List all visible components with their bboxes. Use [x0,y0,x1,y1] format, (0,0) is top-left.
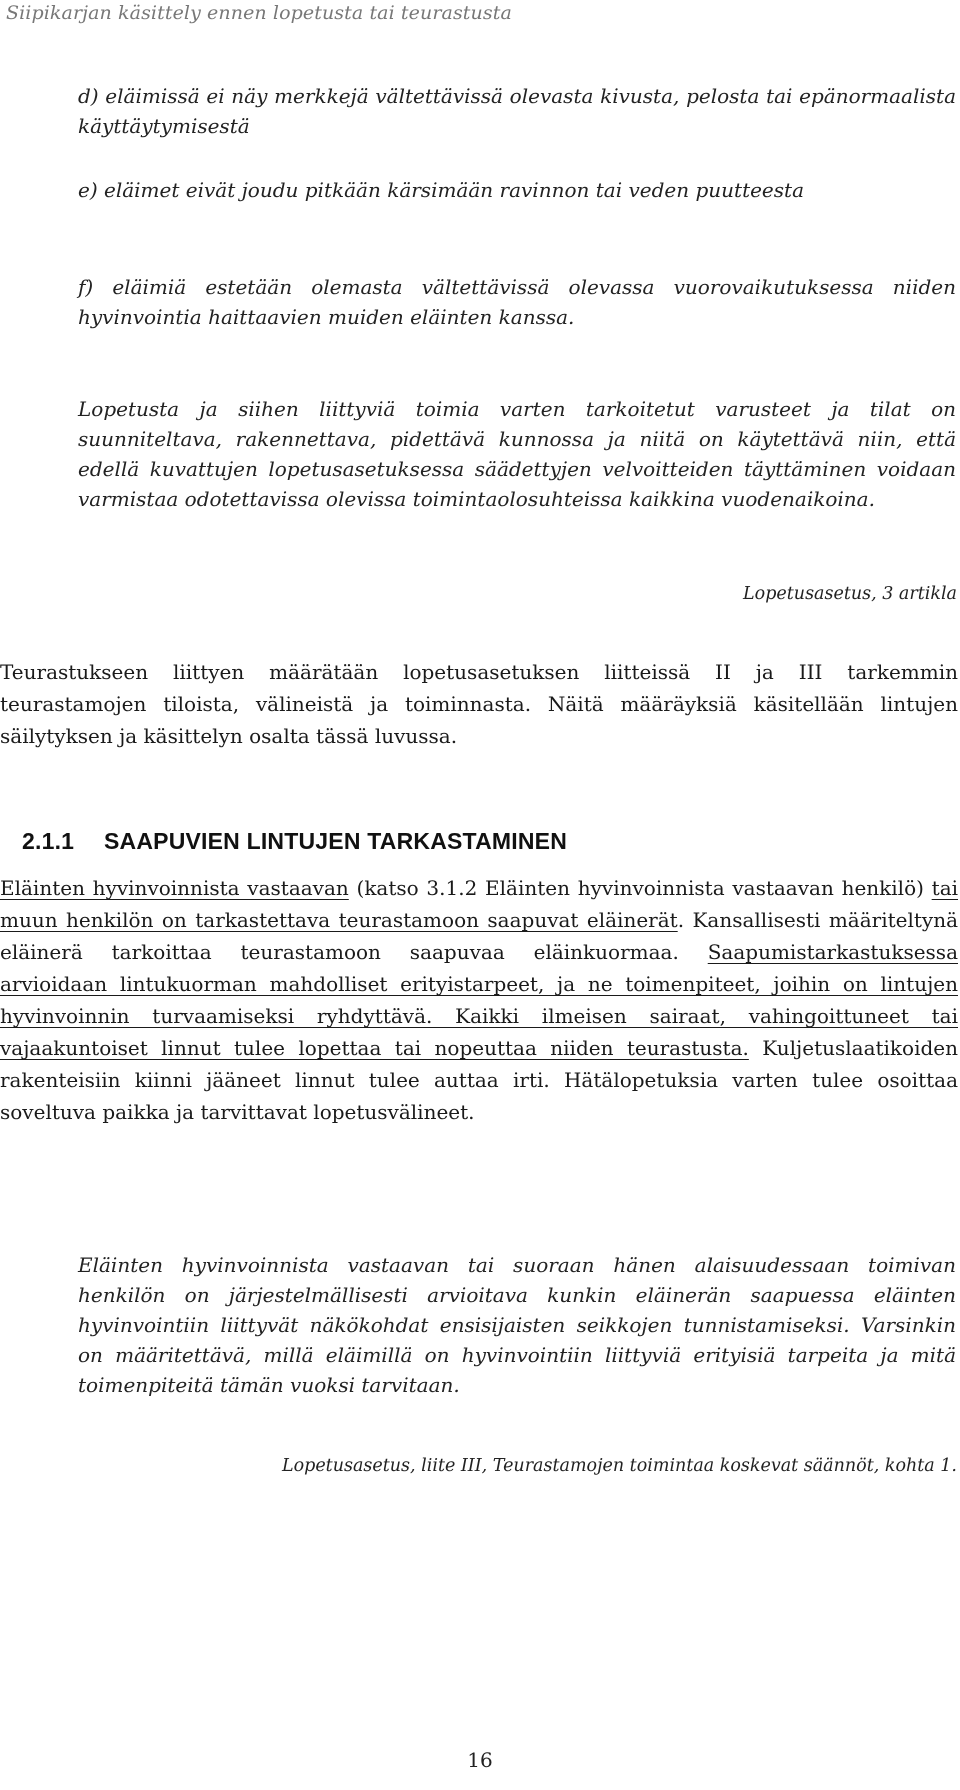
underlined-segment-1: Eläinten hyvinvoinnista vastaavan [0,876,349,900]
section-heading [22,828,567,855]
text-segment-2: (katso 3.1.2 Eläinten hyvinvoinnista vastaavan henkilö) [348,876,932,900]
running-header: Siipikarjan käsittely ennen lopetusta tai teurastusta [6,2,512,24]
quote-source-2: Lopetusasetus, liite III, Teurastamojen toimintaa koskevat säännöt, kohta 1. [281,1456,957,1476]
section-title: SAAPUVIEN LINTUJEN TARKASTAMINEN [104,828,568,854]
underlined-segment-5: Saapumistarkastuksessa arvioidaan lintukuorman mahdolliset erityistarpeet, ja ne toimenpiteet, joihin on lintujen hyvinvoinnin turvaamiseksi ryhdyttävä. Kaikki ilmeisen sairaat, vahingoittuneet tai vajaakuntoiset linnut tulee lopettaa tai nopeuttaa niiden teurastusta. [0,940,958,1060]
section-number: 2.1.1 [22,828,75,854]
body-paragraph-1: Teurastukseen liittyen määrätään lopetusasetuksen liitteissä II ja III tarkemmin teurastamojen tiloista, välineistä ja toiminnasta. Näitä määräyksiä käsitellään lintujen säilytyksen ja käsittelyn osalta tässä luvussa. [0,660,958,748]
page-number: 16 [467,1748,493,1772]
regulation-quote-2: Eläinten hyvinvoinnista vastaavan tai suoraan hänen alaisuudessaan toimivan henkilön on järjestelmällisesti arvioitava kunkin eläinerän saapuessa eläinten hyvinvointiin liittyvät näkökohdat ensisijaisten seikkojen tunnistamiseksi. Varsinkin on määritettävä, millä eläimillä on hyvinvointiin liittyviä erityisiä tarpeita ja mitä toimenpiteitä tämän vuoksi tarvitaan. [78,1253,956,1397]
list-item-d: d) eläimissä ei näy merkkejä vältettävissä olevasta kivusta, pelosta tai epänormaalista käyttäytymisestä [78,84,956,138]
list-item-f: f) eläimiä estetään olemasta vältettävissä olevassa vuorovaikutuksessa niiden hyvinvointia haittaavien muiden eläinten kanssa. [78,275,956,329]
quote-source-1: Lopetusasetus, 3 artikla [743,584,957,604]
regulation-quote-1: Lopetusta ja siihen liittyviä toimia varten tarkoitetut varusteet ja tilat on suunniteltava, rakennettava, pidettävä kunnossa ja niitä on käytettävä niin, että edellä kuvattujen lopetusasetuksessa säädettyjen velvoitteiden täyttäminen voidaan varmistaa odotettavissa olevissa toimintaolosuhteissa kaikkina vuodenaikoina. [78,397,956,511]
list-item-e: e) eläimet eivät joudu pitkään kärsimään ravinnon tai veden puutteesta [78,178,804,202]
underlined-segment-3: tai muun henkilön on tarkastettava teurastamoon saapuvat eläinerät [0,876,959,932]
text-segment-4: . Kansallisesti määriteltynä eläinerä tarkoittaa teurastamoon saapuvaa eläinkuormaa. [0,908,958,964]
text-segment-6: Kuljetuslaatikoiden rakenteisiin kiinni jääneet linnut tulee auttaa irti. Hätälopetuksia varten tulee osoittaa soveltuva paikka ja tarvittavat lopetusvälineet. [0,1036,958,1124]
body-paragraph-2 [0,872,958,1128]
